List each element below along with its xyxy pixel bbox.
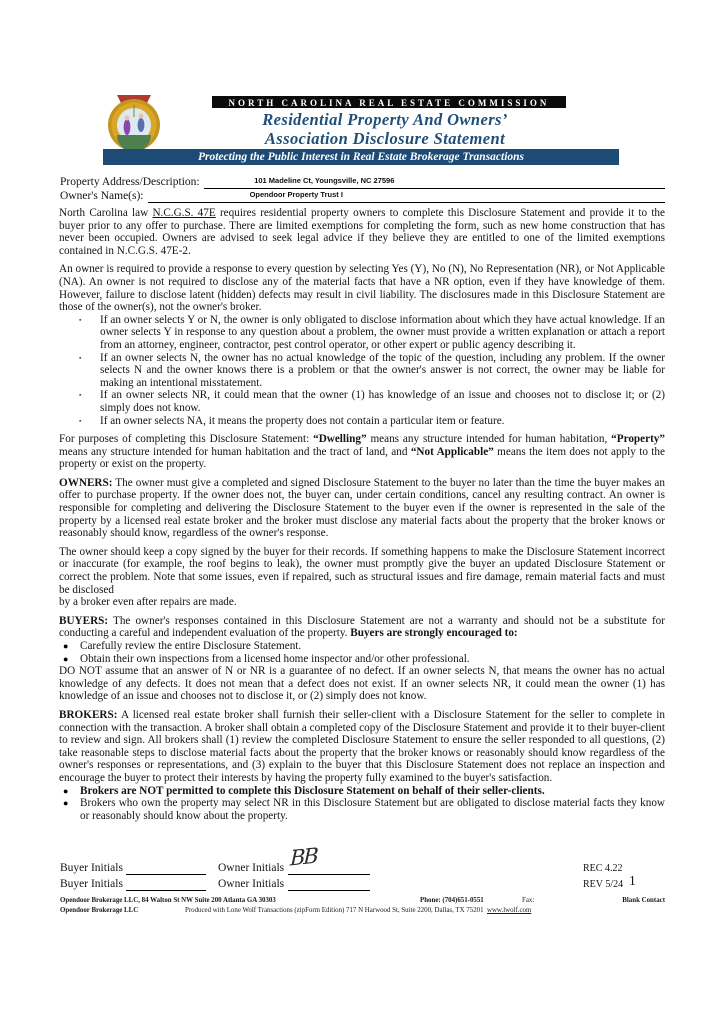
list-item: ▪ If an owner selects NA, it means the property does not contain a particular item or feature. xyxy=(79,414,505,427)
do-not-paragraph: DO NOT assume that an answer of N or NR is a guarantee of no defect. If an owner selects N, that means the owner has no actual knowledge of any defects. It does not mean that a defect does not exist. If an owner selects NR, it could mean the owner (1) has knowledge of an issue and chooses not to disclose it, or (2) simply does not know. xyxy=(59,665,665,703)
doc-title-line2: Association Disclosure Statement xyxy=(264,129,506,148)
document-body xyxy=(59,207,665,822)
owner-name-value[interactable]: Opendoor Property Trust I xyxy=(249,190,343,199)
definitions-paragraph: For purposes of completing this Disclosure Statement: “Dwelling” means any structure intended for human habitation, “Property” means any structure intended for human habitation and the tract of land, and “Not Applicable” means the item does not apply to the property or exist on the property. xyxy=(59,433,665,471)
property-address-label: Property Address/Description: xyxy=(60,176,200,188)
brokers-heading: BROKERS: xyxy=(59,708,118,721)
banner-tagline: Protecting the Public Interest in Real Estate Brokerage Transactions xyxy=(103,149,619,165)
buyers-heading: BUYERS: xyxy=(59,614,109,627)
footer-document-name: Blank Contact xyxy=(622,897,665,904)
list-item: ▪ If an owner selects NR, it could mean that the owner (1) has knowledge of an issue and chooses not to disclose it; or (2) simply does not know. xyxy=(79,389,665,414)
footer-line-2 xyxy=(60,907,665,917)
owner-initials-label-1: Owner Initials xyxy=(218,862,285,874)
square-bullet-icon: ▪ xyxy=(79,353,82,362)
round-bullet-icon: ● xyxy=(63,798,69,809)
list-item: ▪ If an owner selects Y or N, the owner is only obligated to disclose information about which they have actual knowledge. If an owner selects Y in response to any question about a problem, the owner must provide a written explanation or attach a report from an attorney, engineer, contractor, pest control operator, or other expert or public agency describing it. xyxy=(79,313,665,351)
buyers-list xyxy=(59,640,665,665)
owner-name-row xyxy=(60,190,665,203)
owner-name-label: Owner's Name(s): xyxy=(60,190,144,202)
intro-paragraph-2: An owner is required to provide a response to every question by selecting Yes (Y), No (N), No Representation (NR), or Not Applicable (NA). An owner is not required to disclose any of the material facts that have a NR option, even if they have knowledge of them. However, failure to disclose latent (hidden) defects may result in civil liability. The disclosures made in this Disclosure Statement are those of the owner(s), not the owner's broker. xyxy=(59,263,665,314)
square-bullet-icon: ▪ xyxy=(79,391,82,400)
owners-heading: OWNERS: xyxy=(59,476,113,489)
buyer-initials-field-1[interactable] xyxy=(126,862,206,875)
commission-bar: NORTH CAROLINA REAL ESTATE COMMISSION xyxy=(212,96,566,108)
list-item: ● Brokers who own the property may select NR in this Disclosure Statement but are obligated to disclose material facts they know or reasonably should know about the property. xyxy=(63,797,665,822)
round-bullet-icon: ● xyxy=(63,653,69,664)
owner-copy-paragraph: The owner should keep a copy signed by the buyer for their records. If something happens to make the Disclosure Statement incorrect or inaccurate (for example, the roof begins to leak), the owner must promptly give the buyer an updated Disclosure Statement or correct the problem. Note that some issues, even if repaired, such as structural issues and fire damage, remain material facts and must be disclosed by a broker even after repairs are made. xyxy=(59,545,665,609)
square-bullet-icon: ▪ xyxy=(79,416,82,425)
owner-initials-label-2: Owner Initials xyxy=(218,878,285,890)
footer-line-1 xyxy=(60,897,665,907)
round-bullet-icon: ● xyxy=(63,641,69,651)
ncgs-47e-link[interactable]: N.C.G.S. 47E xyxy=(152,207,216,219)
buyer-initials-label-1: Buyer Initials xyxy=(60,862,123,874)
buyer-initials-field-2[interactable] xyxy=(126,878,206,891)
rev-version: REV 5/24 xyxy=(583,879,624,890)
owner-name-field[interactable] xyxy=(148,190,665,203)
brokerage-name: Opendoor Brokerage LLC xyxy=(60,906,139,914)
property-address-value[interactable]: 101 Madeline Ct, Youngsville, NC 27596 xyxy=(254,176,395,185)
list-item: ▪ If an owner selects N, the owner has no actual knowledge of the topic of the question, including any problem. If the owner selects N and the owner knows there is a problem or that the owner's answer is not correct, the owner may be liable for making an intentional misstatement. xyxy=(79,351,665,389)
list-item: ● Carefully review the entire Disclosure Statement. xyxy=(63,640,302,652)
square-bullet-icon: ▪ xyxy=(79,315,82,324)
buyers-paragraph: BUYERS: The owner's responses contained in this Disclosure Statement are not a warranty and should not be a substitute for conducting a careful and independent evaluation of the property. Buyers are strongly encouraged to: xyxy=(59,614,665,640)
rec-version: REC 4.22 xyxy=(583,863,623,874)
page-number: 1 xyxy=(629,873,636,888)
owner-initials-field-2[interactable] xyxy=(288,878,370,891)
owner-initials-signature[interactable]: BB xyxy=(289,843,318,871)
selection-rules-list xyxy=(59,314,665,427)
brokers-paragraph: BROKERS: A licensed real estate broker shall furnish their seller-client with a Disclosure Statement for the seller to complete in connection with the transaction. A broker shall obtain a completed copy of the Disclosure Statement and provide it to their buyer-client to review and sign. All brokers shall (1) review the completed Disclosure Statement to ensure the seller responded to all questions, (2) take reasonable steps to disclose material facts about the property that the broker knows or reasonably should know regardless of the owner's responses or representations, and (3) explain to the buyer that this Disclosure Statement does not replace an inspection and encourage the buyer to protect their interests by having the property fully examined to the buyer's satisfaction. xyxy=(59,708,665,784)
produced-with-text: Produced with Lone Wolf Transactions (zipForm Edition) 717 N Harwood St, Suite 2200, Dallas, TX 75201 www.lwolf.com xyxy=(185,906,532,914)
footer xyxy=(60,897,665,916)
owners-paragraph: OWNERS: The owner must give a completed and signed Disclosure Statement to the buyer no later than the time the buyer makes an offer to purchase property. If the owner does not, the buyer can, under certain conditions, cancel any resulting contract. An owner is responsible for completing and delivering the Disclosure Statement to the buyer even if the owner is represented in the sale of the property by a licensed real estate broker and the broker must disclose any material facts about the property that the broker knows or reasonably should know, regardless of the owner's response. xyxy=(59,476,665,540)
round-bullet-icon: ● xyxy=(63,785,69,796)
doc-title-line1: Residential Property And Owners’ xyxy=(262,110,508,129)
buyer-initials-label-2: Buyer Initials xyxy=(60,878,123,890)
list-item: ● Brokers are NOT permitted to complete this Disclosure Statement on behalf of their seller-clients. xyxy=(63,784,545,797)
footer-fax: Fax: xyxy=(522,897,535,904)
list-item: ● Obtain their own inspections from a licensed home inspector and/or other professional. xyxy=(63,652,470,665)
intro-paragraph-1: North Carolina law N.C.G.S. 47E requires residential property owners to complete this Disclosure Statement and provide it to the buyer prior to any offer to purchase. There are limited exemptions for completing the form, such as new home construction that has never been occupied. Owners are advised to seek legal advice if they believe they are entitled to one of the limited exemptions contained in N.C.G.S. 47E-2. xyxy=(59,207,665,257)
brokerage-address: Opendoor Brokerage LLC, 84 Walton St NW Suite 200 Atlanta GA 30303 xyxy=(60,897,276,904)
lwolf-link[interactable]: www.lwolf.com xyxy=(486,906,532,914)
brokers-list xyxy=(59,785,665,823)
footer-phone: Phone: (704)651-0551 xyxy=(420,897,484,904)
